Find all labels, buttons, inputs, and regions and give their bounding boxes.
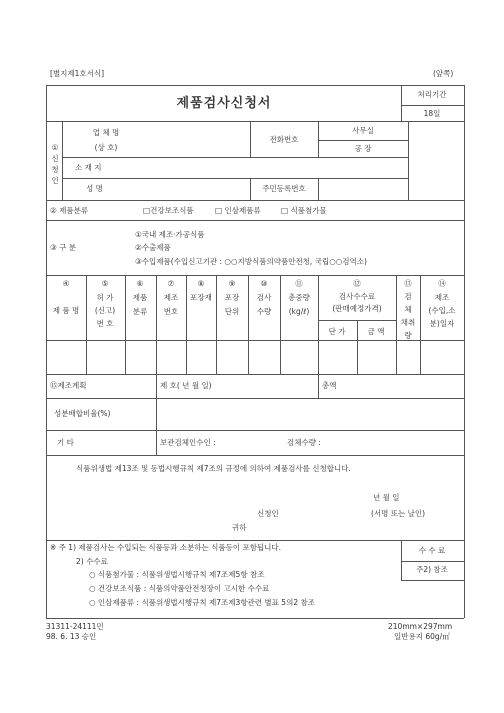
division-label: ③ 구 분 [50, 243, 76, 252]
form-number: [별지제1호서식] [50, 69, 105, 78]
footer-size: 210mm×297mm [388, 622, 453, 631]
footer-code: 31311-24111민 [46, 622, 104, 631]
category-label: ② 제품분류 [50, 206, 89, 215]
footer-paper: 일반용지 60g/㎡ [394, 632, 450, 641]
category-option-health[interactable]: □건강보조식품 [143, 206, 194, 215]
applicant-sign-label: 신청인 [257, 509, 279, 518]
name-label: 성 명 [86, 184, 103, 193]
category-option-additive[interactable]: □ 식품첨가물 [281, 206, 327, 215]
sample-quantity-label: 검체수량 : [287, 438, 321, 447]
period-value: 18일 [423, 109, 441, 118]
note-line-5: ○ 인삼제품류 : 식품위생법시행규칙 제7조제3항관련 별표 5의2 참조 [89, 598, 315, 607]
sign-hint: (서명 또는 날인) [371, 509, 426, 518]
applicant-section-label: ① 신 청 인 [51, 143, 59, 185]
division-line-export: ②수출제품 [135, 243, 171, 252]
fee-label: 수 수 료 [418, 546, 446, 555]
resident-number-label: 주민등록번호 [262, 184, 306, 193]
office-label: 사무실 [352, 126, 374, 135]
date-line: 년 월 일 [373, 493, 400, 502]
division-line-domestic: ①국내 제조·가공식품 [135, 230, 205, 239]
production-plan-label: ⑮제조계획 [50, 381, 87, 390]
total-amount-label: 총액 [322, 381, 337, 390]
address-label: 소 재 지 [75, 163, 102, 172]
division-line-import: ③수입제품(수입신고기관 : ○○지방식품의약품안전청, 국립○○검역소) [135, 257, 367, 266]
category-option-ginseng[interactable]: □ 인삼제품류 [215, 206, 261, 215]
footer-approval: 98. 6. 13 승인 [46, 632, 97, 641]
company-name-label: 업 체 명 [92, 128, 120, 137]
ingredient-ratio-label: 성분배합비율(%) [54, 409, 111, 418]
recipient-label: 귀하 [232, 523, 247, 532]
production-plan-number: 제 호( 년 월 일) [160, 381, 212, 390]
note-line-4: ○ 건강보조식품 : 식품의약품안전청장이 고시한 수수료 [89, 584, 270, 593]
page-side: (앞쪽) [433, 69, 454, 78]
trade-name-label: (상 호) [94, 143, 118, 152]
misc-label: 기 타 [57, 438, 74, 447]
note-line-2: 2) 수수료 [76, 557, 108, 566]
note-line-1: ※ 주 1) 제품검사는 수입되는 식품등과 소분하는 식품등이 포함됩니다. [50, 543, 282, 552]
note-line-3: ○ 식품첨가물 : 식품위생법시행규칙 제7조제5항 참조 [89, 570, 265, 579]
application-statement: 식품위생법 제13조 및 동법시행규칙 제7조의 규정에 의하여 제품검사를 신청합니다. [76, 464, 351, 473]
phone-label: 전화번호 [269, 135, 299, 144]
fee-value: 주2) 참조 [416, 565, 448, 574]
form-title: 제품검사신청서 [176, 96, 272, 111]
sample-keeper-label: 보관검체인수인 : [160, 438, 216, 447]
factory-label: 공 장 [354, 144, 372, 153]
period-label: 처리기간 [417, 90, 447, 99]
